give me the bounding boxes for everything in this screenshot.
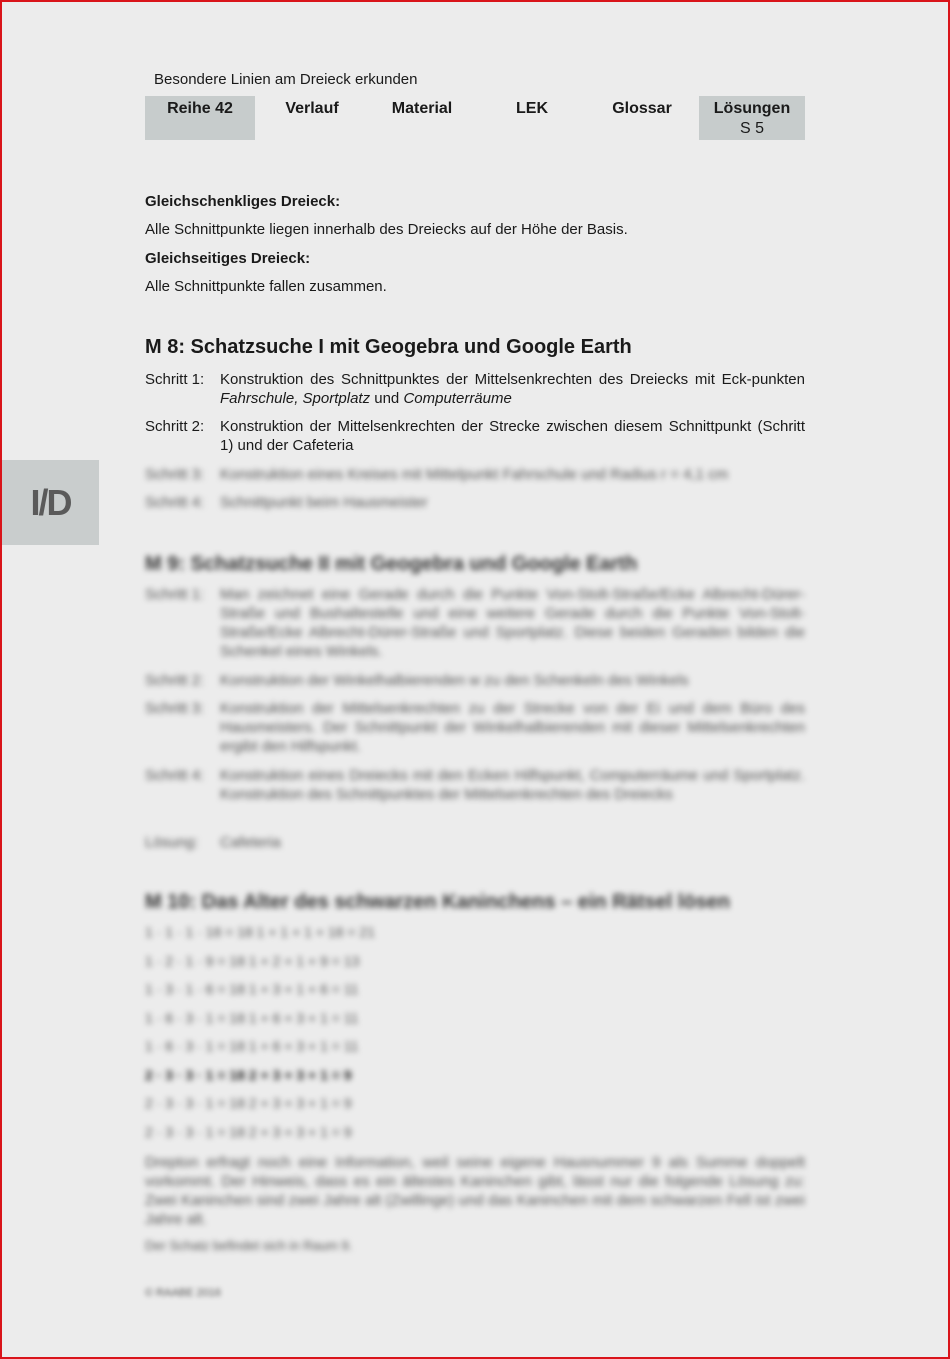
tab-glossar[interactable]: Glossar xyxy=(612,100,672,117)
equation-line: 2 · 3 · 3 · 1 = 18 2 + 3 + 3 + 1 = 9 xyxy=(145,1124,352,1140)
section-side-tab: I/D xyxy=(2,460,99,545)
tab-material[interactable]: Material xyxy=(391,100,453,117)
equation-line: 1 · 6 · 3 · 1 = 18 1 + 6 + 3 + 1 = 11 xyxy=(145,1038,359,1054)
footer-copyright: © RAABE 2016 xyxy=(145,1287,221,1299)
heading-equilateral: Gleichseitiges Dreieck: xyxy=(145,250,311,267)
equation-line: 1 · 3 · 1 · 6 = 18 1 + 3 + 1 + 6 = 11 xyxy=(145,981,359,997)
m8-step-1: Schritt 1: Konstruktion des Schnittpunktes der Mittelsenkrechten des Dreiecks mit Eck-punkten Fahrschule, Sportplatz und Computerräume xyxy=(145,371,805,407)
m8-title: M 8: Schatzsuche I mit Geogebra und Google Earth xyxy=(145,336,632,358)
m9-solution: Lösung: Cafeteria xyxy=(145,834,281,851)
equation-line: 1 · 2 · 1 · 9 = 18 1 + 2 + 1 + 9 = 13 xyxy=(145,953,360,969)
equation-line: 1 · 6 · 3 · 1 = 18 1 + 6 + 3 + 1 = 11 xyxy=(145,1010,359,1026)
heading-isosceles: Gleichschenkliges Dreieck: xyxy=(145,193,341,210)
text-isosceles: Alle Schnittpunkte liegen innerhalb des Dreiecks auf der Höhe der Basis. xyxy=(145,221,628,238)
m9-step-4: Schritt 4: Konstruktion eines Dreiecks mit den Ecken Hilfspunkt, Computerräume und Sportplatz. Konstruktion des Schnittpunktes der Mittelsenkrechten des Dreiecks xyxy=(145,767,805,803)
tab-verlauf[interactable]: Verlauf xyxy=(285,100,339,117)
m8-step-4: Schritt 4: Schnittpunkt beim Hausmeister xyxy=(145,494,428,511)
m8-step-3: Schritt 3: Konstruktion eines Kreises mit Mittelpunkt Fahrschule und Radius r = 4,1 cm xyxy=(145,466,729,483)
equation-line: 2 · 3 · 3 · 1 = 18 2 + 3 + 3 + 1 = 9 xyxy=(145,1095,352,1111)
m10-conclusion: Der Schatz befindet sich in Raum 9. xyxy=(145,1238,353,1253)
m10-paragraph: Drepton erfragt noch eine Information, weil seine eigene Hausnummer 9 als Summe doppelt vorkommt. Der Hinweis, dass es ein ältestes Kaninchen gibt, lässt nur die folgende Lösung zu: Zwei Kaninchen sind zwei Jahre alt (Zwillinge) und das Kaninchen mit dem schwarzen Fell ist zwei Jahre alt. xyxy=(145,1154,805,1228)
m9-step-1: Schritt 1: Man zeichnet eine Gerade durch die Punkte Von-Stolt-Straße/Ecke Albrecht-Dürer-Straße und Bushaltestelle und eine weitere Gerade durch die Punkte Von-Stolt-Straße/Ecke Albrecht-Dürer-Straße und Sportplatz. Diese beiden Geraden bilden die Schenkel eines Winkels. xyxy=(145,586,805,660)
equation-line: 2 · 3 · 3 · 1 = 18 2 + 3 + 3 + 1 = 9 xyxy=(145,1067,352,1083)
page-number: S 5 xyxy=(739,120,764,137)
text-equilateral: Alle Schnittpunkte fallen zusammen. xyxy=(145,278,387,295)
m9-step-2: Schritt 2: Konstruktion der Winkelhalbierenden w zu den Schenkeln des Winkels xyxy=(145,672,689,689)
m8-step-2: Schritt 2: Konstruktion der Mittelsenkrechten der Strecke zwischen diesem Schnittpunkt (Schritt 1) und der Cafeteria xyxy=(145,418,805,454)
m9-title: M 9: Schatzsuche II mit Geogebra und Google Earth xyxy=(145,553,638,575)
nav-bar xyxy=(145,96,805,141)
m10-title: M 10: Das Alter des schwarzen Kaninchens – ein Rätsel lösen xyxy=(145,891,731,913)
equation-line: 1 · 1 · 1 · 18 = 18 1 + 1 + 1 + 18 = 21 xyxy=(145,924,375,940)
m9-step-3: Schritt 3: Konstruktion der Mittelsenkrechten zu der Strecke von der Ei und dem Büro des Hausmeisters. Der Schnittpunkt der Winkelhalbierenden mit dieser Mittelsenkrechten ergibt den Hilfspunkt. xyxy=(145,700,805,755)
series-title: Besondere Linien am Dreieck erkunden xyxy=(154,71,418,88)
tab-loesungen[interactable]: Lösungen S 5 xyxy=(699,96,805,140)
tab-reihe[interactable]: Reihe 42 xyxy=(145,96,255,140)
tab-lek[interactable]: LEK xyxy=(516,100,548,117)
